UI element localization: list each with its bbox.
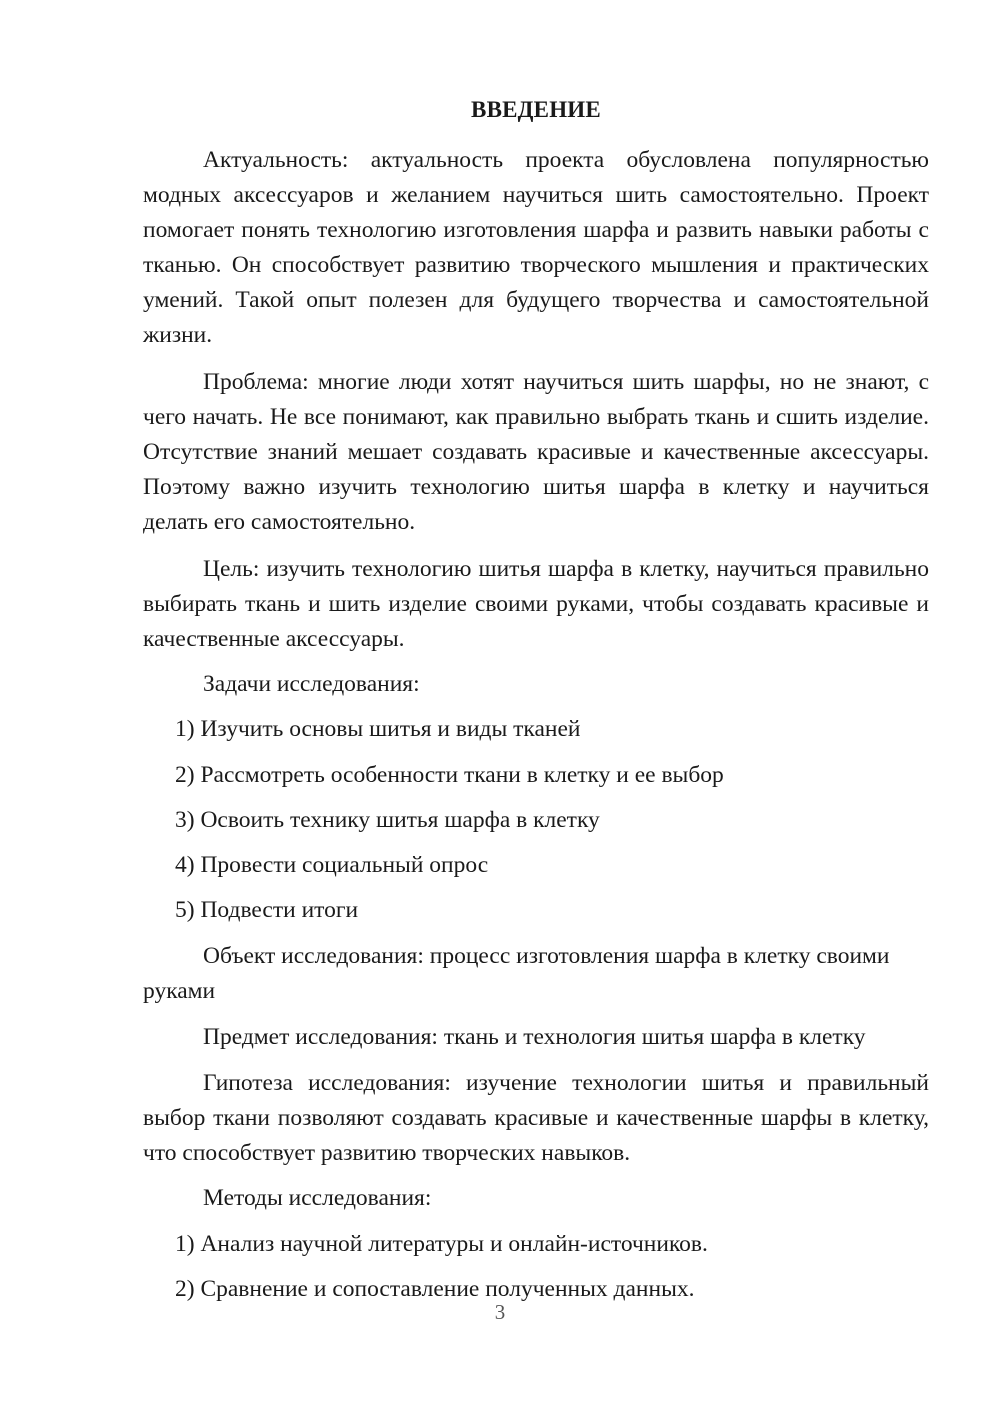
subject-paragraph: Предмет исследования: ткань и технология шитья шарфа в клетку xyxy=(203,1024,866,1050)
page-number: 3 xyxy=(494,1300,506,1324)
hypothesis-paragraph: Гипотеза исследования: изучение технологии шитья и правильный выбор ткани позволяют создавать красивые и качественные шарфы в клетку, что способствует развитию творческих навыков. xyxy=(143,1070,929,1166)
page-title: ВВЕДЕНИЕ xyxy=(471,97,601,122)
task-item-3: 3) Освоить технику шитья шарфа в клетку xyxy=(175,807,600,833)
method-item-2: 2) Сравнение и сопоставление полученных данных. xyxy=(175,1276,695,1302)
task-item-4: 4) Провести социальный опрос xyxy=(175,852,489,878)
tasks-heading: Задачи исследования: xyxy=(203,671,420,697)
methods-heading: Методы исследования: xyxy=(203,1185,432,1211)
problem-paragraph: Проблема: многие люди хотят научиться шить шарфы, но не знают, с чего начать. Не все понимают, как правильно выбрать ткань и сшить изделие. Отсутствие знаний мешает создавать красивые и качественные аксессуары. Поэтому важно изучить технологию шитья шарфа в клетку и научиться делать его самостоятельно. xyxy=(143,369,929,535)
object-paragraph: Объект исследования: процесс изготовления шарфа в клетку своими руками xyxy=(143,943,890,1004)
task-item-1: 1) Изучить основы шитья и виды тканей xyxy=(175,716,581,742)
goal-paragraph: Цель: изучить технологию шитья шарфа в клетку, научиться правильно выбирать ткань и шить изделие своими руками, чтобы создавать красивые и качественные аксессуары. xyxy=(143,556,929,652)
task-item-5: 5) Подвести итоги xyxy=(175,897,359,923)
method-item-1: 1) Анализ научной литературы и онлайн-источников. xyxy=(175,1231,708,1257)
relevance-paragraph: Актуальность: актуальность проекта обусловлена популярностью модных аксессуаров и желанием научиться шить самостоятельно. Проект помогает понять технологию изготовления шарфа и развить навыки работы с тканью. Он способствует развитию творческого мышления и практических умений. Такой опыт полезен для будущего творчества и самостоятельной жизни. xyxy=(143,147,929,348)
task-item-2: 2) Рассмотреть особенности ткани в клетку и ее выбор xyxy=(175,762,724,788)
